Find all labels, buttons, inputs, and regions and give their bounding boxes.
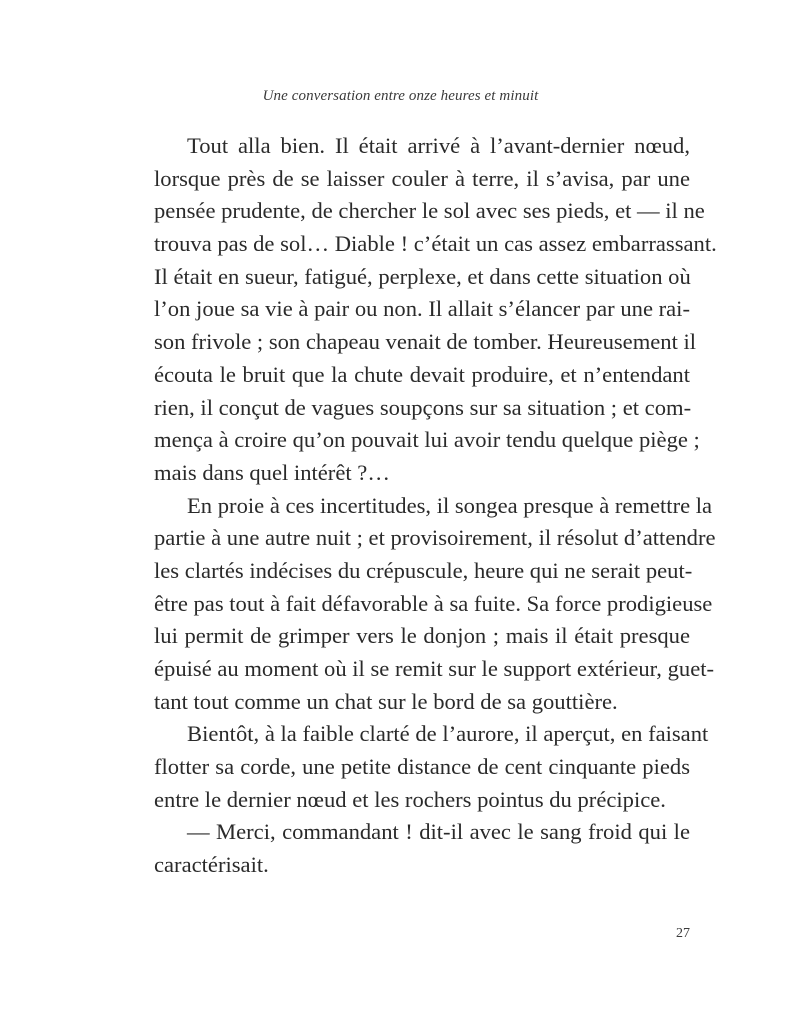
- text-line: partie à une autre nuit ; et provisoirement, il résolut d’attendre: [154, 525, 716, 551]
- text-line: mença à croire qu’on pouvait lui avoir tendu quelque piège ;: [154, 427, 700, 453]
- text-line: épuisé au moment où il se remit sur le support extérieur, guet-: [154, 656, 715, 681]
- paragraph: [154, 490, 716, 719]
- text-line: trouva pas de sol… Diable ! c’était un cas assez embarrassant.: [154, 231, 717, 257]
- paragraph: [154, 718, 709, 816]
- text-line: rien, il conçut de vagues soupçons sur sa situation ; et com-: [154, 394, 692, 420]
- page-number: 27: [676, 926, 690, 941]
- paragraph: [154, 816, 690, 881]
- text-line: pensée prudente, de chercher le sol avec ses pieds, et — il ne: [154, 198, 705, 224]
- text-line: — Merci, commandant ! dit-il avec le sang froid qui le: [187, 819, 690, 845]
- text-line: lui permit de grimper vers le donjon ; mais il était presque: [154, 623, 690, 649]
- text-line: mais dans quel intérêt ?…: [154, 459, 390, 485]
- text-line: tant tout comme un chat sur le bord de sa gouttière.: [154, 688, 618, 714]
- text-line: caractérisait.: [154, 852, 269, 878]
- text-line: Il était en sueur, fatigué, perplexe, et dans cette situation où: [154, 263, 691, 289]
- text-line: En proie à ces incertitudes, il songea presque à remettre la: [187, 492, 713, 518]
- text-line: les clartés indécises du crépuscule, heure qui ne serait peut-: [154, 557, 693, 583]
- text-line: Bientôt, à la faible clarté de l’aurore, il aperçut, en faisant: [187, 721, 709, 747]
- text-line: flotter sa corde, une petite distance de cent cinquante pieds: [154, 754, 690, 780]
- paragraph: [154, 130, 717, 490]
- text-line: entre le dernier nœud et les rochers pointus du précipice.: [154, 786, 666, 812]
- body-text: [154, 130, 717, 882]
- text-line: son frivole ; son chapeau venait de tomber. Heureusement il: [154, 329, 697, 355]
- running-head: Une conversation entre onze heures et minuit: [262, 88, 539, 104]
- text-line: Tout alla bien. Il était arrivé à l’avant-dernier nœud,: [187, 133, 690, 158]
- text-line: l’on joue sa vie à pair ou non. Il allait s’élancer par une rai-: [154, 296, 690, 322]
- text-line: lorsque près de se laisser couler à terre, il s’avisa, par une: [154, 165, 690, 191]
- text-line: écouta le bruit que la chute devait produire, et n’entendant: [154, 361, 690, 387]
- text-line: être pas tout à fait défavorable à sa fuite. Sa force prodigieuse: [154, 590, 713, 616]
